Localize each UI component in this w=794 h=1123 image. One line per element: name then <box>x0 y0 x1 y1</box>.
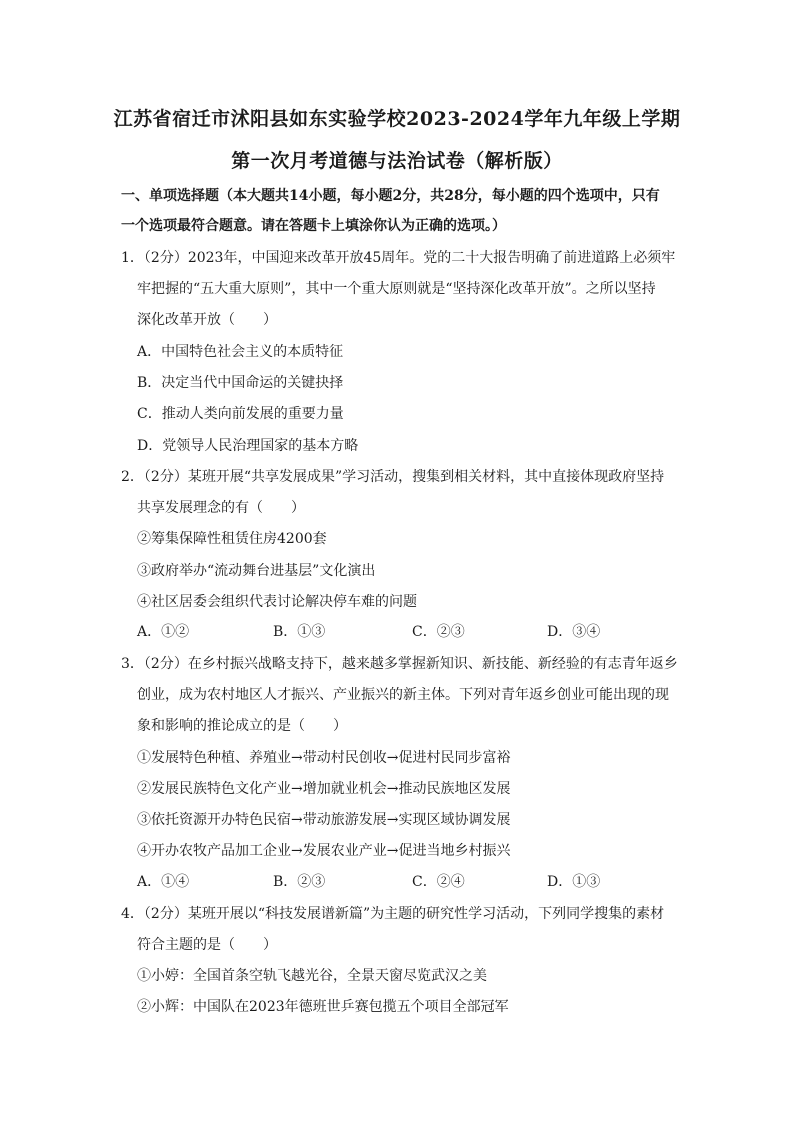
section-heading-line2: 一个选项最符合题意。请在答题卡上填涂你认为正确的选项。） <box>121 218 506 234</box>
q2-item-4: ④社区居委会组织代表讨论解决停车难的问题 <box>137 594 417 610</box>
q2-stem-line1: 2．（2分）某班开展“共享发展成果”学习活动，搜集到相关材料，其中直接体现政府坚持 <box>121 469 665 485</box>
section-heading-line1: 一、单项选择题（本大题共14小题，每小题2分，共28分，每小题的四个选项中，只有 <box>121 188 660 204</box>
q1-stem-line3: 深化改革开放（ ） <box>137 312 277 328</box>
q1-option-a: A．中国特色社会主义的本质特征 <box>137 344 344 360</box>
q3-choice-b: B．②③ <box>273 874 326 890</box>
q1-option-b: B．决定当代中国命运的关键抉择 <box>137 375 344 391</box>
q1-option-c: C．推动人类向前发展的重要力量 <box>137 406 344 422</box>
q3-stem-line1: 3．（2分）在乡村振兴战略支持下，越来越多掌握新知识、新技能、新经验的有志青年返乡 <box>121 656 678 672</box>
q3-item-1: ①发展特色种植、养殖业→带动村民创收→促进村民同步富裕 <box>137 750 511 766</box>
q2-choices <box>0 622 794 642</box>
q1-stem-line1: 1．（2分）2023年，中国迎来改革开放45周年。党的二十大报告明确了前进道路上必须牢 <box>121 250 676 266</box>
q3-choices <box>0 872 794 892</box>
q1-option-d: D．党领导人民治理国家的基本方略 <box>137 438 359 454</box>
q3-item-3: ③依托资源开办特色民宿→带动旅游发展→实现区域协调发展 <box>137 812 511 828</box>
q3-choice-c: C．②④ <box>412 874 465 890</box>
q3-choice-d: D．①③ <box>547 874 601 890</box>
doc-title-line1: 江苏省宿迁市沭阳县如东实验学校2023-2024学年九年级上学期 <box>113 108 681 130</box>
q3-item-2: ②发展民族特色文化产业→增加就业机会→推动民族地区发展 <box>137 781 511 797</box>
q1-stem-line2: 牢把握的“五大重大原则”，其中一个重大原则就是“坚持深化改革开放”。之所以坚持 <box>137 281 656 297</box>
q3-choice-a: A．①④ <box>137 874 190 890</box>
q4-stem-line1: 4．（2分）某班开展以“科技发展谱新篇”为主题的研究性学习活动，下列同学搜集的素材 <box>121 906 665 922</box>
q3-item-4: ④开办农牧产品加工企业→发展农业产业→促进当地乡村振兴 <box>137 843 511 859</box>
q2-choice-c: C．②③ <box>412 624 465 640</box>
q4-stem-line2: 符合主题的是（ ） <box>137 937 277 953</box>
q2-item-2: ②筹集保障性租赁住房4200套 <box>137 531 327 547</box>
q3-stem-line2: 创业，成为农村地区人才振兴、产业振兴的新主体。下列对青年返乡创业可能出现的现 <box>137 687 669 703</box>
doc-title-line2: 第一次月考道德与法治试卷（解析版） <box>231 150 563 172</box>
q2-item-3: ③政府举办“流动舞台进基层”文化演出 <box>137 563 376 579</box>
q2-choice-d: D．③④ <box>547 624 601 640</box>
q3-stem-line3: 象和影响的推论成立的是（ ） <box>137 718 347 734</box>
q2-choice-a: A．①② <box>137 624 190 640</box>
q2-choice-b: B．①③ <box>273 624 326 640</box>
q4-item-1: ①小婷：全国首条空轨飞越光谷，全景天窗尽览武汉之美 <box>137 968 487 984</box>
q4-item-2: ②小辉：中国队在2023年德班世乒赛包揽五个项目全部冠军 <box>137 999 509 1015</box>
q2-stem-line2: 共享发展理念的有（ ） <box>137 500 305 516</box>
